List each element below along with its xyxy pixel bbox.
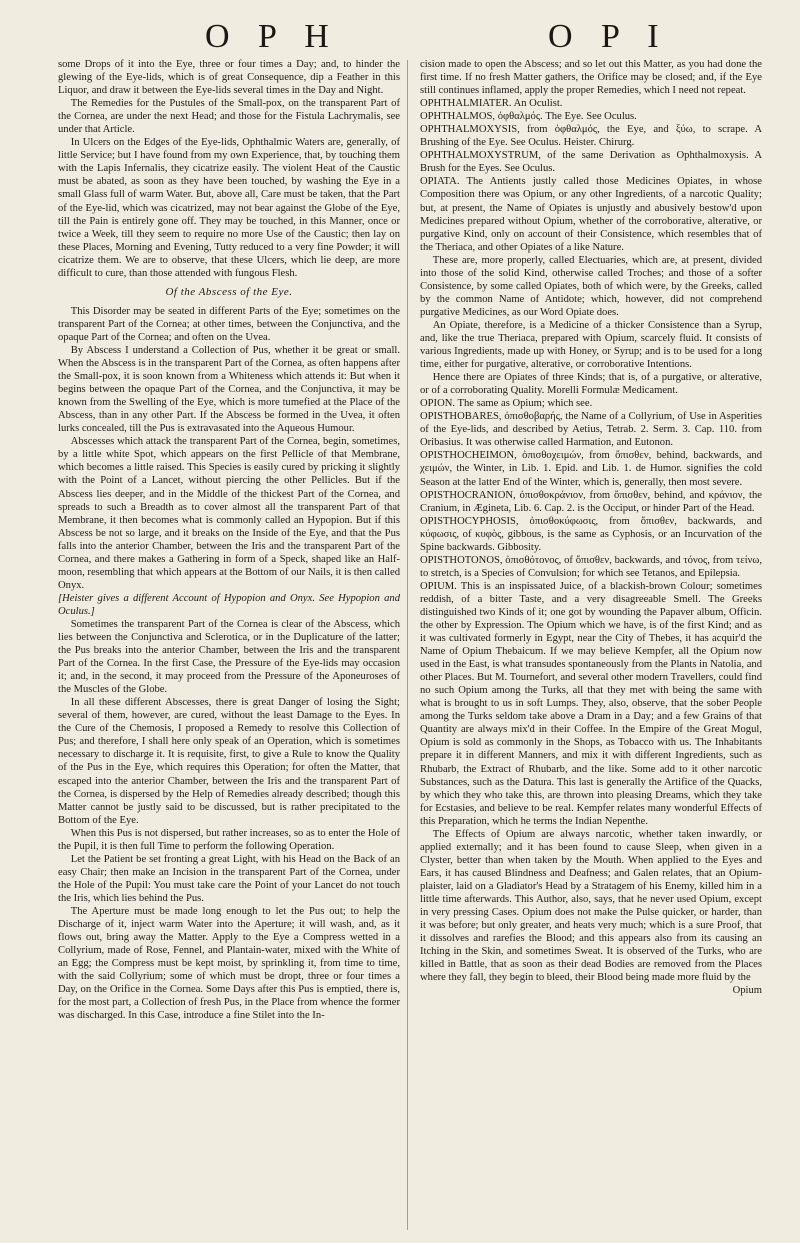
section-heading: Of the Abscess of the Eye.	[165, 285, 293, 298]
column-divider	[407, 60, 408, 1230]
paragraph: These are, more properly, called Electuaries, which are, at present, divided into those of the solid Kind, otherwise called Troches; and those of a softer Consistence, by some called Opiates, both of which were, by the Greeks, called by the common Name of Antidote; which, however, did not comprehend purgative Medicines, as our Word Opiate does.	[420, 254, 762, 318]
paragraph: In Ulcers on the Edges of the Eye-lids, Ophthalmic Waters are, generally, of little Service; but I have found from my own Experience, that, by touching them with the Lapis Infernalis, they cicatrize easily. The violent Heat of the Caustic must be abated, as soon as they have been touched, by washing the Eye in a small Glass full of warm Water. But, above all, Care must be taken, that the Part of the Eye-lid, which was cicatrized, may not bear against the Globe of the Eye, till the Pain is entirely gone off. They may be touched, in this Manner, once or twice a Week, till they seem to require no more Use of the Caustic; then lay on these Places, Morning and Evening, Tutty reduced to a very fine Powder; it will cicatrize them. We are to observe, that these Ulcers, which lie deep, are more difficult to cure, than those attended with fungous Flesh.	[58, 137, 400, 279]
dictionary-entry: OPHTHALMOXYSIS, from ὀφθαλμός, the Eye, and ξύω, to scrape. A Brushing of the Eye. See Oculus. Heister. Chirurg.	[420, 124, 762, 149]
editorial-note: [Heister gives a different Account of Hypopion and Onyx. See Hypopion and Oculus.]	[58, 592, 400, 617]
paragraph: The Aperture must be made long enough to let the Pus out; to help the Discharge of it, inject warm Water into the Aperture; it will wash, and, as it flows out, bring away the Matter. Apply to the Eye a Compress wetted in a Collyrium, made of Rose, Fennel, and Plantain-water, mixed with the White of an Egg; the Compress must be kept moist, by sprinkling it, from time to time, with the said Collyrium; some of which must be dropt, three or four times a Day, on the Orifice in the Cornea. Some Days after this Pus is emptied, there is, for the most part, a Collection of fresh Pus, in the Place from whence the former was discharged. In this Case, introduce a fine Stilet into the In-	[58, 906, 400, 1022]
paragraph: Abscesses which attack the transparent Part of the Cornea, begin, sometimes, by a little white Spot, which appears on the first Pellicle of that Membrane, which becomes a little raised. This Species is easily cured by pricking it slightly with the Point of a Lancet, without piercing the other Pellicles. But if the Abscess lies deeper, and in the Middle of the thickest Part of the Cornea, and spreads to such a Breadth as to cover almost all the transparent Part of that Membrane, it then becomes what is commonly called an Hypopion. But if this Abscess be not so large, and it breaks on the Inside of the Eye, and that the Pus falls into the anterior Chamber, between the Iris and the transparent Part of the Cornea, and there makes a Gathering in form of a Speck, shaped like an Half-moon, resembling that which appears at the Bottom of our Nails, it is then called Onyx.	[58, 436, 400, 591]
dictionary-entry: OPIATA. The Antients justly called those Medicines Opiates, in whose Composition there was Opium, or any other Ingredients, of a narcotic Quality; but, at present, the Name of Opiates is unjustly and abusively bestow'd upon Medicines prepared without Opium, whether of the corroborative, alterative, or purgative Kind, only on account of their Consistence, which resembles that of the Theriaca, and other Opiates of a like Nature.	[420, 176, 762, 253]
dictionary-entry: OPION. The same as Opium; which see.	[420, 398, 593, 410]
running-head-left: O P H	[205, 18, 339, 55]
paragraph: When this Pus is not dispersed, but rather increases, so as to enter the Hole of the Pupil, it is then full Time to perform the following Operation.	[58, 827, 400, 852]
paragraph: some Drops of it into the Eye, three or four times a Day; and, to hinder the glewing of the Eye-lids, which is of great Consequence, dip a Feather in this Liquor, and draw it between the Eye-lids several times in the Day and Night.	[58, 59, 400, 97]
paragraph: In all these different Abscesses, there is great Danger of losing the Sight; several of them, however, are cured, without the least Damage to the Eyes. In the Cure of the Chemosis, I proposed a Remedy to resolve this Collection of Pus; and therefore, I shall here only speak of an Operation, which is sometimes necessary to discharge it. It is requisite, first, to give a Rule to know the Quality of the Pus in the Eye, which requires this Operation; for often the Matter, that escaped into the anterior Chamber, between the Iris and the transparent Part of the Cornea, is dispersed by the Help of Remedies already described; though this Matter cannot be justly said to be discussed, but is rather precipitated to the Bottom of the Eye.	[58, 697, 400, 826]
catchword: Opium	[732, 985, 762, 997]
dictionary-entry: OPISTHOBARES, ὀπισθοβαρής, the Name of a Collyrium, of Use in Asperities of the Eye-lids, and described by Aetius, Tetrab. 2. Serm. 3. Cap. 110. from Oribasius. It was otherwise called Harmation, and Eutonon.	[420, 411, 762, 449]
paragraph: An Opiate, therefore, is a Medicine of a thicker Consistence than a Syrup, and, like the true Theriaca, prepared with Opium, scarcely fluid. It consists of various Ingredients, made up with Honey, or Syrup; and is to be used for a long time, either for purgative, alterative, or corroborative Intentions.	[420, 319, 762, 371]
dictionary-entry: OPISTHOCHEIMON, ὀπισθοχειμών, from ὄπισθεν, behind, backwards, and χειμών, the Winter, in Lib. 1. Epid. and Lib. 1. de Humor. signifies the cold Season at the latter End of the Winter, which is, generally, then most severe.	[420, 450, 762, 488]
dictionary-entry: OPIUM. This is an inspissated Juice, of a blackish-brown Colour; sometimes reddish, of a bitter Taste, and a very disagreeable Smell. The Greeks distinguished two Kinds of it; one got by wounding the Papaver album, Officin. the other by Expression. The Opium which we have, is of the first Kind; and as it was cultivated formerly in Egypt, near the City of Thebes, it has acquir'd the Name of Opium Thebaicum. If we may believe Kempfer, all the Opium now used in the East, is what transudes spontaneously from the Plants in Natolia, and other Places. But M. Tournefort, and several other modern Travellers, could find no such Opium among the Turks, all that they met with being the same with what is brought to us in soft Lumps. They, also, observe, that the sober People among the Turks seldom take above a Dram in a Day; and a few Grains of that Quantity are always mix'd in their Coffee. In the Empire of the Great Mogul, Opium is sold as commonly in the Shops, as Tobacco with us. The Inhabitants prepare it in different Manners, and mix it with different Ingredients, such as Rhubarb, the Extract of Rhubarb, and the like. Some add to it other narcotic Substances, such as the Datura. This last is generally the Artifice of the Quacks, by which they who take this, are thrown into pleasing Dreams, which they take for Ecstasies, and believe to be real. Kempfer relates many wonderful Effects of this Preparation, which he terms the Indian Nepenthe.	[420, 580, 762, 827]
paragraph: The Remedies for the Pustules of the Small-pox, on the transparent Part of the Cornea, are under the next Head; and those for the Fistula Lachrymalis, see under that Article.	[58, 98, 400, 136]
dictionary-entry: OPHTHALMOXYSTRUM, of the same Derivation as Ophthalmoxysis. A Brush for the Eyes. See Oculus.	[420, 150, 762, 175]
paragraph: By Abscess I understand a Collection of Pus, whether it be great or small. When the Abscess is in the transparent Part of the Cornea, as often happens after the Small-pox, it is soon known from a Whiteness which attends it: But when it begins between the opaque Part of the Cornea, and the Conjunctiva, it may be known from the Swelling of the Eye, which is more tumefied at the Place of the Abscess, than in any other Part. If the Abscess be formed in the Uvea, it often lurks concealed, till the Pus is extravasated into the Aqueous Humour.	[58, 344, 400, 435]
dictionary-entry: OPISTHOCRANION, ὀπισθοκράνιον, from ὄπισθεν, behind, and κράνιον, the Cranium, in Ægineta, Lib. 6. Cap. 2. is the Occiput, or hinder Part of the Head.	[420, 489, 762, 514]
running-head-right: O P I	[548, 18, 669, 55]
dictionary-entry: OPISTHOTONOS, ὀπισθότονος, of ὄπισθεν, backwards, and τόνος, from τείνω, to stretch, is a Species of Convulsion; for which see Tetanos, and Epilepsia.	[420, 554, 762, 579]
paragraph: This Disorder may be seated in different Parts of the Eye; sometimes on the transparent Part of the Cornea; at other times, between the Conjunctiva, and the opaque Part of the Cornea; and often on the Uvea.	[58, 305, 400, 343]
left-column	[58, 58, 400, 1233]
paragraph: Sometimes the transparent Part of the Cornea is clear of the Abscess, which lies between the Conjunctiva and Sclerotica, or in the Duplicature of the latter; the Pus breaks into the anterior Chamber, between the Iris and the transparent Part of the Cornea. In the first Case, the Pressure of the Eye-lids may occasion it; and, in the second, it may proceed from the Pressure of the Aponeuroses of the Muscles of the Globe.	[58, 618, 400, 696]
right-column	[420, 58, 762, 1233]
dictionary-entry: OPHTHALMOS, ὀφθαλμός. The Eye. See Oculus.	[420, 111, 637, 123]
paragraph: Let the Patient be set fronting a great Light, with his Head on the Back of an easy Chair; then make an Incision in the transparent Part of the Cornea, under the Hole of the Pupil: You must take care the Point of your Lancet do not touch the Iris, which lies behind the Pus.	[58, 853, 400, 904]
paragraph: Hence there are Opiates of three Kinds; that is, of a purgative, or alterative, or of a corroborating Quality. Morelli Formulæ Medicament.	[420, 372, 762, 397]
paragraph: The Effects of Opium are always narcotic, whether taken inwardly, or applied externally; and it has been found to cause Sleep, when given in a Clyster, better than when taken by the Mouth. When applied to the Eyes and Ears, it has caused Blindness and Deafness; and Galen relates, that an Opium-plaister, laid on a Gladiator's Head by a Stratagem of his Enemy, killed him in a little time afterwards. This Author, also, says, that he never used Opium, except in very pressing Cases. Opium does not make the Pulse quicker, or harder, than it was before; but only greater, and heats very much; which is a sure Proof, that it dissolves and rarefies the Blood; and this appears also from its causing an Itching in the Skin, and sometimes Sweat. It is observed of the Turks, who are killed in Battle, that as soon as their dead Bodies are removed from the Places where they fall, they begin to bleed, their Blood being made more fluid by the	[420, 828, 762, 984]
dictionary-entry: OPISTHOCYPHOSIS, ὀπισθοκύφωσις, from ὄπισθεν, backwards, and κύφωσις, of κυφὸς, gibbous, is the same as Cyphosis, or an Incurvation of the Spine backwards. Gibbosity.	[420, 515, 762, 553]
paragraph: cision made to open the Abscess; and so let out this Matter, as you had done the first time. If no fresh Matter gathers, the Orifice may be closed; and, if the Eye still continues inflamed, apply the proper Remedies, which I need not repeat.	[420, 59, 762, 97]
dictionary-entry: OPHTHALMIATER. An Oculist.	[420, 98, 563, 110]
